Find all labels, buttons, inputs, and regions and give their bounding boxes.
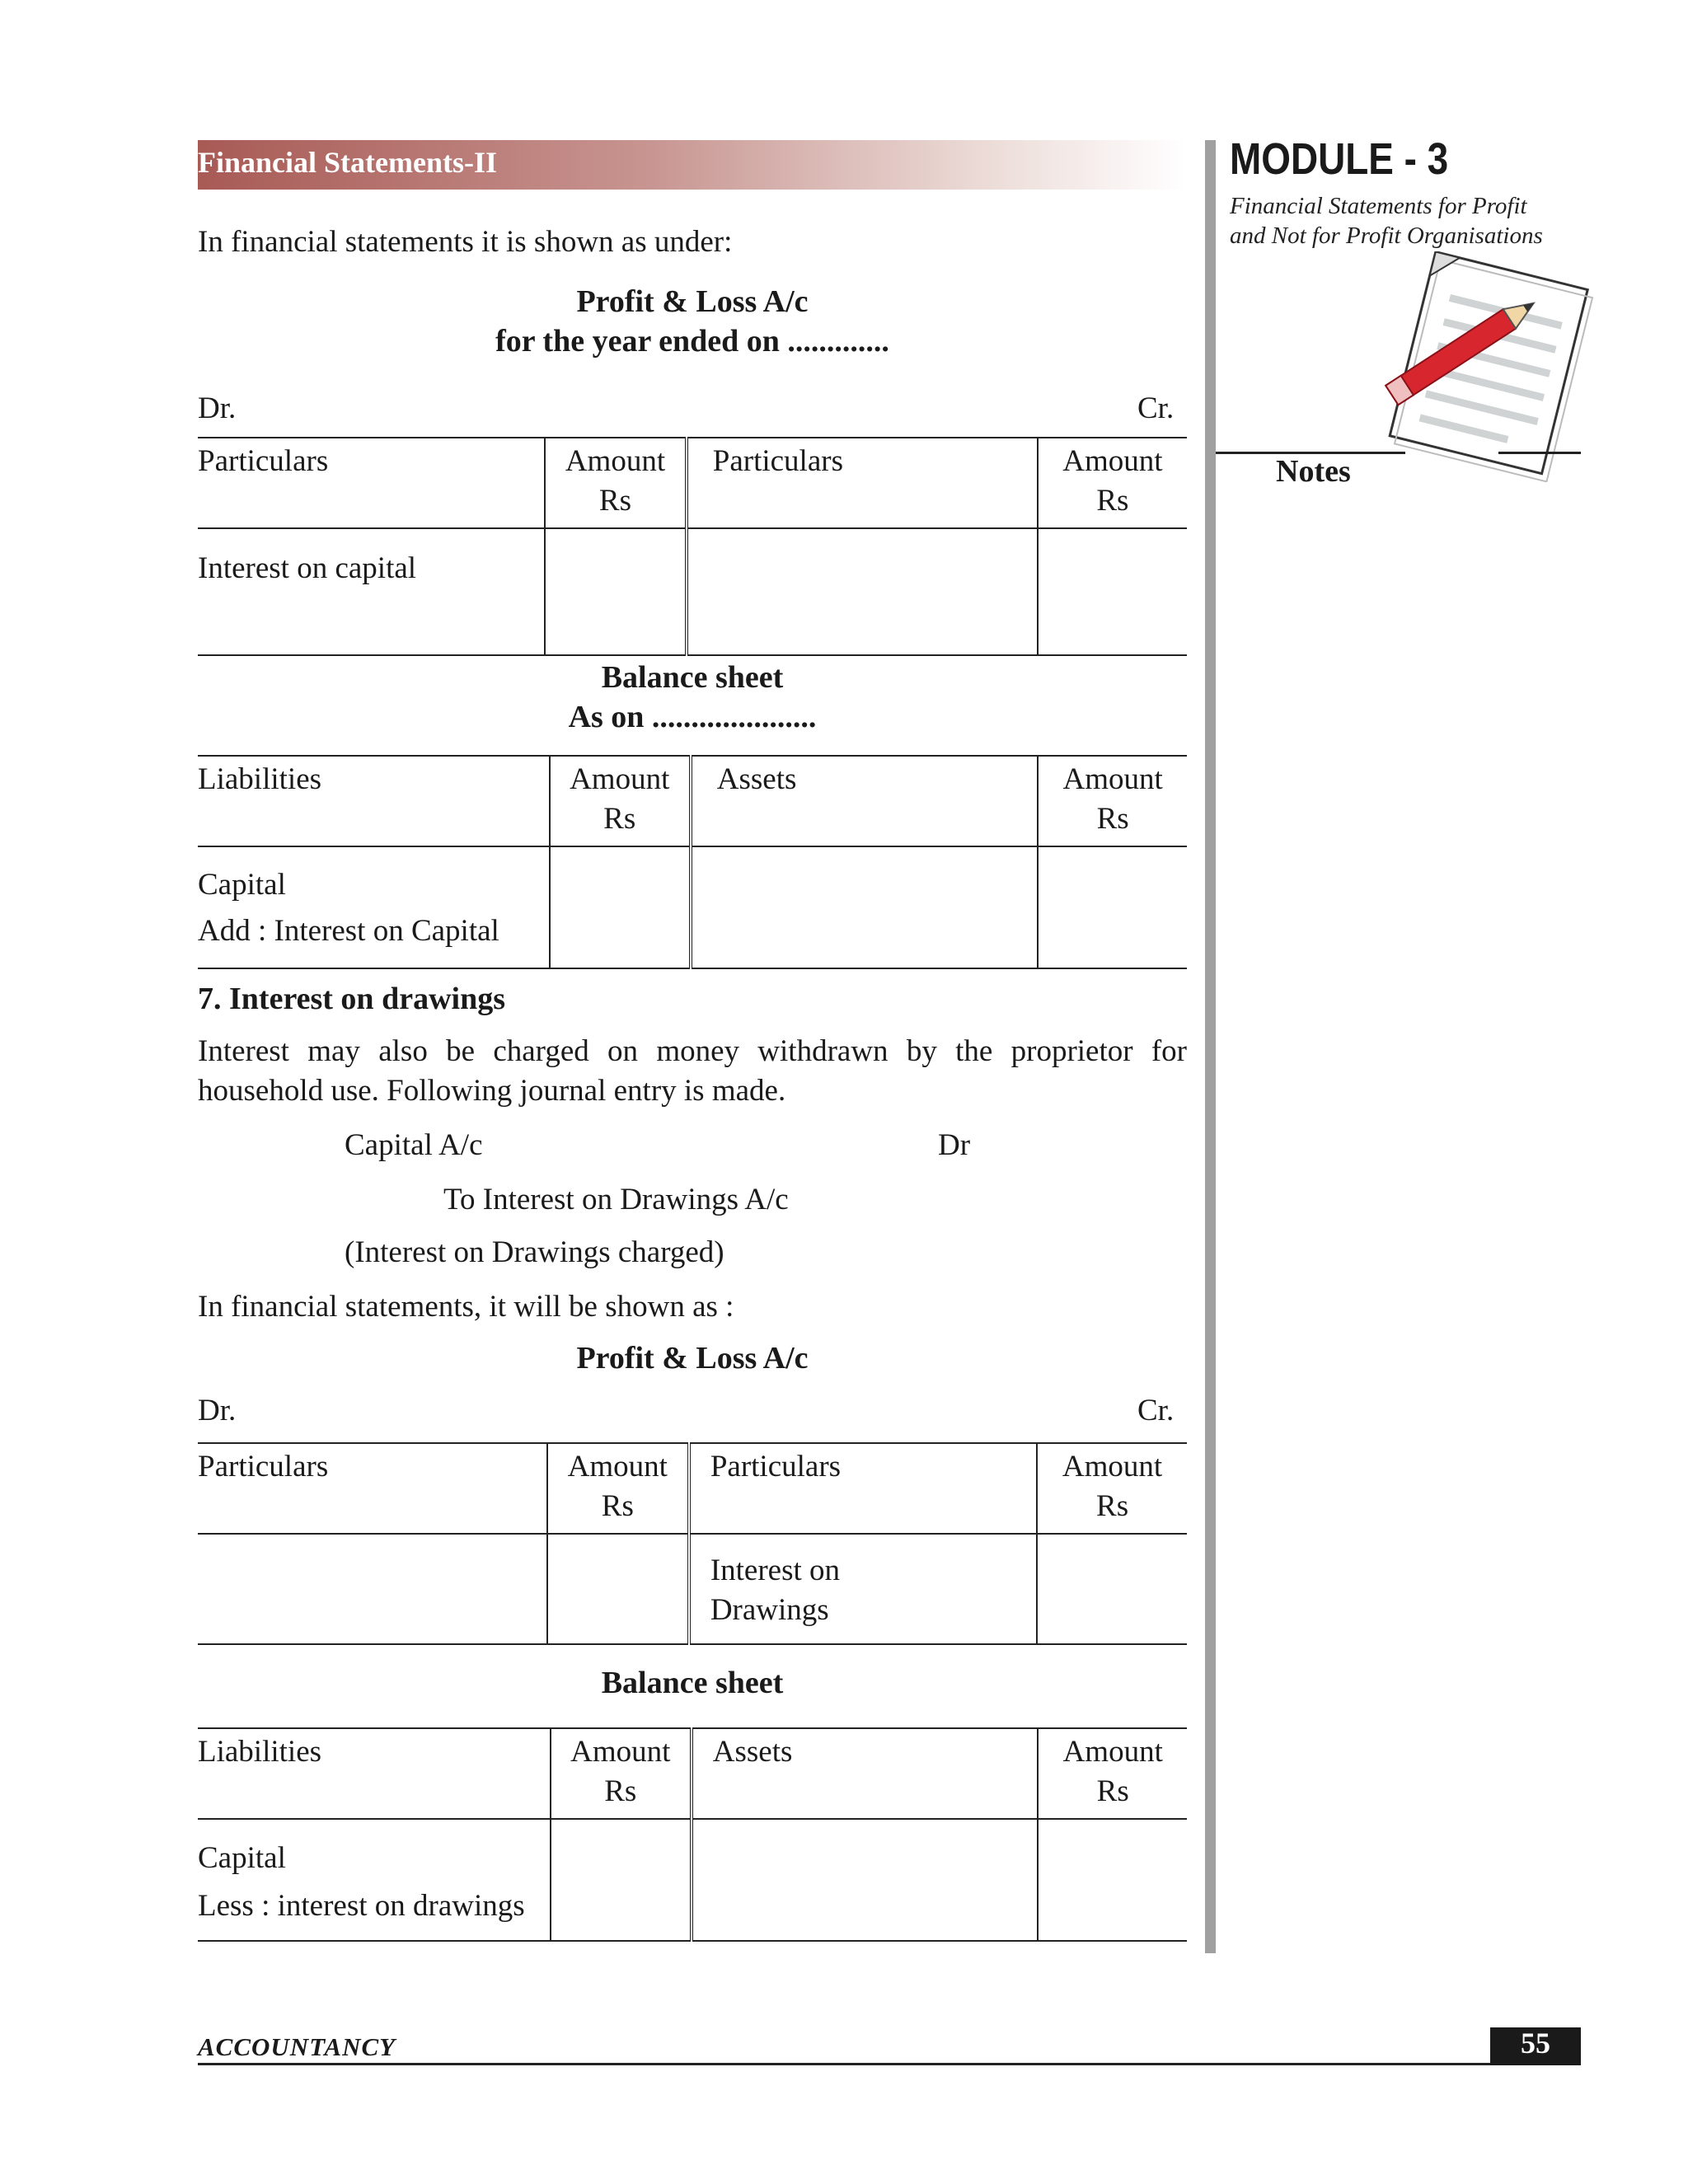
pl2-row-amount-cr (1037, 1534, 1187, 1644)
bs1-table (198, 755, 1187, 969)
footer-rule (198, 2063, 1581, 2065)
bs2-header-amount-assets: Amount Rs (1038, 1728, 1187, 1819)
pl2-cr-label: Cr. (1137, 1394, 1175, 1427)
module-subtitle-line1: Financial Statements for Profit (1230, 193, 1527, 219)
journal-credit: To Interest on Drawings A/c (443, 1183, 789, 1216)
pl1-header-particulars-cr: Particulars (687, 438, 1038, 528)
shown-as-text: In financial statements, it will be shown as : (198, 1290, 734, 1324)
section-title: Financial Statements-II (198, 146, 497, 179)
pl2-header-amount: Amount Rs (547, 1443, 689, 1534)
bs2-header-liabilities: Liabilities (198, 1728, 551, 1819)
bs1-header-amount: Amount Rs (550, 756, 691, 846)
bs1-subtitle: As on ..................... (568, 700, 817, 734)
bs1-header-liabilities: Liabilities (198, 756, 550, 846)
pl2-row-particulars (198, 1534, 547, 1644)
bs1-header-amount-assets: Amount Rs (1038, 756, 1187, 846)
pl1-header-particulars: Particulars (198, 438, 545, 528)
section7-para-line1: Interest may also be charged on money withdrawn by the proprietor for (198, 1034, 1187, 1068)
pl1-header-amount-cr: Amount Rs (1038, 438, 1187, 528)
pl1-dr-label: Dr. (198, 391, 237, 425)
pl2-dr-label: Dr. (198, 1394, 237, 1427)
bs2-header-row (198, 1728, 1187, 1819)
bs2-header-assets: Assets (692, 1728, 1039, 1819)
margin-divider (1205, 140, 1216, 1953)
bs1-row-amount-assets (1038, 846, 1187, 968)
table-row (198, 846, 1187, 968)
module-title: MODULE - 3 (1230, 134, 1449, 184)
table-row (198, 528, 1187, 655)
intro-text: In financial statements it is shown as under: (198, 225, 733, 259)
table-row (198, 1819, 1187, 1941)
bs2-title: Balance sheet (601, 1666, 784, 1700)
pl1-table (198, 437, 1187, 656)
pl1-row-particulars: Interest on capital (198, 528, 545, 655)
pl1-header-amount: Amount Rs (545, 438, 687, 528)
bs2-row-amount-assets (1038, 1819, 1187, 1941)
bs2-table (198, 1727, 1187, 1942)
pl2-row-amount (547, 1534, 689, 1644)
pl1-row-amount (545, 528, 687, 655)
pl2-header-row (198, 1443, 1187, 1534)
pl2-table (198, 1442, 1187, 1645)
bs2-row-amount (551, 1819, 692, 1941)
section-heading: 7. Interest on drawings (198, 982, 505, 1016)
table-row (198, 1534, 1187, 1644)
module-subtitle-line2: and Not for Profit Organisations (1230, 223, 1543, 249)
page-number: 55 (1521, 2027, 1550, 2060)
pl2-row-particulars-cr: Interest on Drawings (689, 1534, 1037, 1644)
bs1-row-amount (550, 846, 691, 968)
pl2-header-amount-cr: Amount Rs (1037, 1443, 1187, 1534)
pl1-row-particulars-cr (687, 528, 1038, 655)
bs1-row-liabilities: Capital Add : Interest on Capital (198, 846, 550, 968)
pl1-title: Profit & Loss A/c (576, 284, 809, 319)
pl2-title: Profit & Loss A/c (576, 1341, 809, 1376)
bs1-header-row (198, 756, 1187, 846)
bs2-row-assets (692, 1819, 1039, 1941)
pl1-subtitle: for the year ended on ............. (495, 324, 889, 359)
journal-debit: Capital A/c (345, 1128, 483, 1162)
section7-para-line2: household use. Following journal entry is made. (198, 1074, 786, 1108)
notes-label: Notes (1276, 454, 1351, 489)
bs2-header-amount: Amount Rs (551, 1728, 692, 1819)
bs1-title: Balance sheet (601, 660, 784, 695)
module-subtitle (1230, 191, 1543, 251)
pl1-cr-label: Cr. (1137, 391, 1175, 425)
bs1-header-assets: Assets (691, 756, 1039, 846)
pl1-header-row (198, 438, 1187, 528)
journal-dr: Dr (938, 1128, 971, 1162)
pl2-header-particulars: Particulars (198, 1443, 547, 1534)
notepad-pencil-icon (1376, 251, 1599, 482)
footer-subject: ACCOUNTANCY (198, 2032, 396, 2061)
bs2-row-liabilities: Capital Less : interest on drawings (198, 1819, 551, 1941)
journal-narration: (Interest on Drawings charged) (345, 1235, 724, 1269)
pl1-row-amount-cr (1038, 528, 1187, 655)
pl2-header-particulars-cr: Particulars (689, 1443, 1037, 1534)
bs1-row-assets (691, 846, 1039, 968)
notes-rule-right (1498, 452, 1581, 454)
